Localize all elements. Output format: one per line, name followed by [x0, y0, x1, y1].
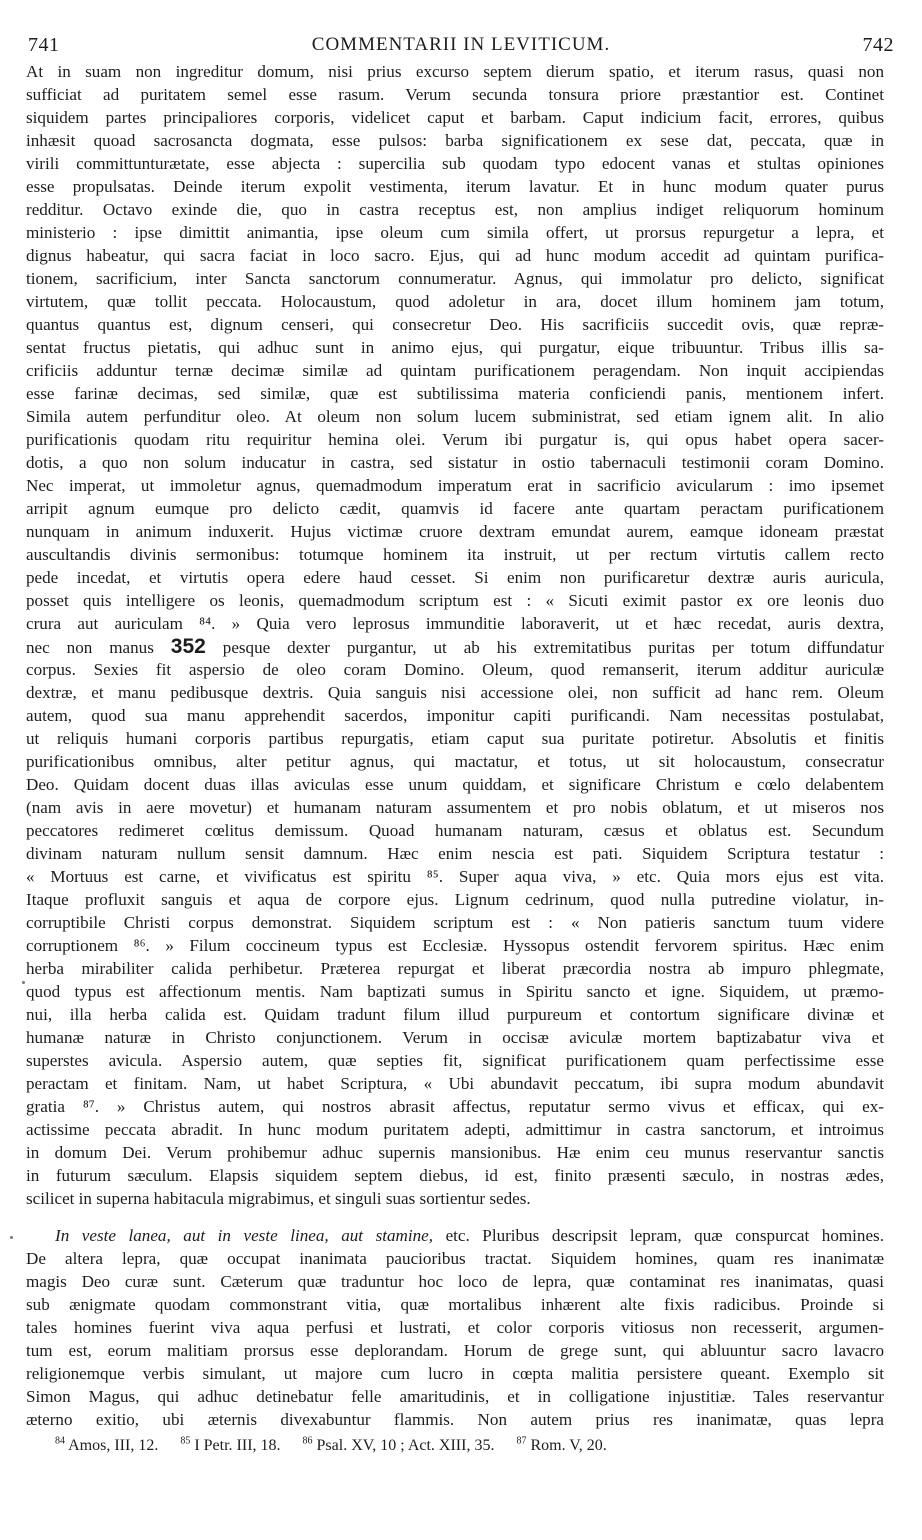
text-line: nunquam in animum induxerit. Hujus victimæ cruore dextram emundat aurem, eamque idoneam præstat [26, 522, 884, 541]
text-line: De altera lepra, quæ occupat inanimata paucioribus tractat. Siquidem homines, quam res inanimatæ [26, 1249, 884, 1268]
lemma-rest: etc. Pluribus descripsit lepram, quæ conspurcat homines. [433, 1226, 884, 1245]
text-line: virtutem, quæ tollit peccata. Holocaustum, quod adoletur in ara, docet illum hominem jam totum, [26, 292, 884, 311]
text-line: purificationis quodam ritu requiritur hemina olei. Verum ibi purgatur is, qui opus habet opera sacer- [26, 430, 884, 449]
paragraph-1-continued [26, 658, 884, 1210]
text-line: peccatores redimeret cœlitus demissum. Quoad humanam naturam, cæsus et oblatus est. Secundum [26, 821, 884, 840]
text-line: « Mortuus est carne, et vivificatus est spiritu ⁸⁵. Super aqua viva, » etc. Quia mors ejus est vita. [26, 867, 884, 886]
left-page-number: 741 [28, 34, 60, 56]
text-line: Deo. Quidam docent duas illas aviculas esse unum quiddam, et significare Christum e cœlo delabentem [26, 775, 884, 794]
footnote-number: 85 [180, 1436, 191, 1447]
margin-speck [10, 1236, 13, 1239]
text-line: tales homines fuerint viva aqua perfusi et lustrati, et color corporis vitiosus non recesserit, argumen- [26, 1318, 884, 1337]
text-line: crificiis adduntur ternæ decimæ similæ ad quintam purificationem peragendam. Non inquit accipiendas [26, 361, 884, 380]
text-line: inhæsit quoad sacrosancta dogmata, esse pulsos: barba significationem ex sese dat, peccata, quæ in [26, 131, 884, 150]
lemma-italic: In veste lanea, aut in veste linea, aut stamine, [55, 1226, 434, 1245]
text-line: in domum Dei. Verum prohibemur adhuc supernis mansionibus. Hæ enim ceu munus reservantur sanctis [26, 1143, 884, 1162]
text-line: Simila autem perfunditur oleo. At oleum non solum lucem subministrat, sed etiam ignem alit. In alio [26, 407, 884, 426]
footnote-text: I Petr. III, 18. [190, 1437, 281, 1455]
footnote-number: 87 [516, 1436, 527, 1447]
text-line: At in suam non ingreditur domum, nisi prius excurso septem dierum spatio, et iterum rasus, quasi non [26, 62, 884, 81]
text-line: peractam et finitam. Nam, ut habet Scriptura, « Ubi abundavit peccatum, ibi supra modum abundavit [26, 1074, 884, 1093]
text-line: redditur. Octavo exinde die, quo in castra receptus est, non amplius indiget reliquorum hominum [26, 200, 884, 219]
text-line: gratia ⁸⁷. » Christus autem, qui nostros abrasit affectus, reputatur sermo vivus et efficax, qui ex- [26, 1097, 884, 1116]
text-line: quod typus est affectionum mentis. Nam baptizati sumus in Spiritu sancto et igne. Siquidem, ut præmo- [26, 982, 884, 1001]
text-line: Nec imperat, ut immoletur agnus, quemadmodum imperatum erat in sacrificio avicularum : imo ipsemet [26, 476, 884, 495]
text-line: tionem, sacrificium, inter Sancta sanctorum connumeratur. Agnus, qui immolatur pro delicto, significat [26, 269, 884, 288]
paragraph-2-first-line [26, 1224, 884, 1247]
text-line: arripit agnum eumque pro delicto cædit, quamvis id facere ante quartam peractam purificationem [26, 499, 884, 518]
text-line: nui, illa herba calida est. Quidam tradunt filum illud purpureum et contortum significare divinæ et [26, 1005, 884, 1024]
footnotes [55, 1436, 629, 1455]
footnote-text: Psal. XV, 10 ; Act. XIII, 35. [312, 1437, 495, 1455]
running-title: COMMENTARII IN LEVITICUM. [311, 34, 611, 55]
text-line: ut reliquis humani corporis partibus repurgatis, etiam caput sua puritate potiretur. Absolutis et finitis [26, 729, 884, 748]
right-page-number: 742 [862, 34, 894, 56]
text-line: sub ænigmate quodam commonstrant vitia, quæ mortalibus inhærent alte fixis radicibus. Proinde si [26, 1295, 884, 1314]
paragraph-1 [26, 60, 884, 635]
text-line: humanæ naturæ in Christo conjunctionem. Verum in occisæ aviculæ mortem baptizabatur viva et [26, 1028, 884, 1047]
text-line: virili committunturætate, esse abjecta : supercilia sub quodam typo edocent vanas et stultas opiniones [26, 154, 884, 173]
footnote-number: 86 [302, 1436, 313, 1447]
text-line: autem, quod sua manu apprehendit sacerdos, imponitur capiti purificandi. Nam necessitas postulabat, [26, 706, 884, 725]
text-line: actissime peccata abradit. In hunc modum puritatem adepti, admittimur in castra sanctorum, et introimus [26, 1120, 884, 1139]
paragraph-gap [26, 1210, 884, 1224]
text-line: tum est, eorum malitiam prorsus esse deplorandam. Horum de grege sunt, qui abluuntur sacro lavacro [26, 1341, 884, 1360]
line-352-before: nec non manus [26, 638, 171, 657]
footnote [303, 1437, 495, 1454]
text-line: superstes avicula. Aspersio autem, quæ septies fit, significat purificationem quam perfectissime esse [26, 1051, 884, 1070]
text-line: Simon Magus, qui adhuc detinebatur felle amaritudinis, et in colligatione injustitiæ. Tales reservantur [26, 1387, 884, 1406]
footnote [516, 1437, 606, 1454]
text-line: corpus. Sexies fit aspersio de oleo coram Domino. Oleum, quod remanserit, iterum additur auriculæ [26, 660, 884, 679]
footnote [180, 1437, 280, 1454]
text-line: pede incedat, et virtutis opera edere haud cesset. Si enim non purificaretur dextræ auris auricula, [26, 568, 884, 587]
footnote-text: Rom. V, 20. [526, 1437, 607, 1455]
text-line: herba mirabiliter calida perhibetur. Præterea repurgat et liberat præcordia nostra ab impuro phlegmate, [26, 959, 884, 978]
text-line: siquidem partes principaliores corporis, videlicet caput et barbam. Caput indicium facit, errores, quibus [26, 108, 884, 127]
footnote-number: 84 [55, 1436, 65, 1447]
text-line: auscultandis divinis sermonibus: totumque hominem ita instruit, ut per rectum virtutis callem recto [26, 545, 884, 564]
text-line: esse propulsatas. Deinde iterum expolit vestimenta, iterum lavatur. Et in hunc modum quater purus [26, 177, 884, 196]
footnote-text: Amos, III, 12. [65, 1437, 159, 1455]
text-line: sentat fructus pietatis, qui adhuc sunt in animo ejus, qui purgatur, eique tribuuntur. Tribus illis sa- [26, 338, 884, 357]
text-line: corruptionem ⁸⁶. » Filum coccineum typus est Ecclesiæ. Hyssopus ostendit fervorem spiritus. Hæc enim [26, 936, 884, 955]
text-line: (nam avis in aere movetur) et humanam naturam assumentem et pro nobis oblatum, et ut miseros nos [26, 798, 884, 817]
text-line: æterno exitio, ubi æternis divexabuntur flammis. Non autem prius res inanimatæ, quas lepra [26, 1410, 884, 1429]
text-line: Itaque profluxit sanguis et aqua de corpore ejus. Lignum cedrinum, quod nulla putredine violatur, in- [26, 890, 884, 909]
text-line: sufficiat ad puritatem semel esse rasum. Verum secunda tonsura priore præstantior est. Continet [26, 85, 884, 104]
text-line-352 [26, 635, 884, 658]
text-line: in futurum sæculum. Elapsis siquidem septem diebus, id est, finito præsenti sæculo, in nostras ædes, [26, 1166, 884, 1185]
margin-speck [22, 981, 25, 984]
marginal-column-marker: 352 [170, 635, 206, 658]
text-line: dextræ, et manu pedibusque dextris. Quia sanguis nisi accessione olei, non sufficit ad hanc rem. Oleum [26, 683, 884, 702]
text-line: divinam naturam nullum sensit damnum. Hæc enim nescia est pati. Siquidem Scriptura testatur : [26, 844, 884, 863]
text-line: scilicet in superna habitacula migrabimus, et singuli suas sortientur sedes. [26, 1189, 531, 1208]
text-line: religionemque verbis simulant, ut majore cum lucro in cœpta malitia persistere queant. Exemplo sit [26, 1364, 884, 1383]
footnote [55, 1437, 158, 1454]
text-line: dignus habeatur, qui sacra faciat in loco sacro. Ejus, qui ad hunc modum accedit ad quintam purifica- [26, 246, 884, 265]
paragraph-2 [26, 1247, 884, 1431]
text-line: posset quis intelligere os leonis, quemadmodum scriptum est : « Sicuti eximit pastor ex ore leonis duo [26, 591, 884, 610]
line-352-after: pesque dexter purgantur, ut ab his extremitatibus puritas per totum diffundatur [205, 638, 884, 657]
text-line: ministerio : ipse dimittit animantia, ipse oleum cum simila offert, ut prorsus repurgetur a lepra, et [26, 223, 884, 242]
text-line: purificationibus omnibus, alter petitur agnus, qui mactatur, et totus, ut sit holocaustum, consecratur [26, 752, 884, 771]
text-line: magis Deo curæ sunt. Cæterum quæ traduntur hoc loco de lepra, quæ contaminat res inanimatas, quasi [26, 1272, 884, 1291]
text-line: quantus quantus est, dignum censeri, qui consecretur Deo. His sacrificiis succedit ovis, quæ repræ- [26, 315, 884, 334]
text-line: crura aut auriculam ⁸⁴. » Quia vero leprosus immunditie laboraverit, ut et hæc recedat, auris dextra, [26, 614, 884, 633]
main-text [26, 60, 884, 1431]
text-line: esse farinæ decimas, sed similæ, quæ est subtilissima materia conficiendi panis, mentionem infert. [26, 384, 884, 403]
text-line: dotis, a quo non solum inducatur in castra, sed sistatur in ostio tabernaculi testimonii coram Domino. [26, 453, 884, 472]
text-line: corruptibile Christi corpus demonstrat. Siquidem scriptum est : « Non patieris sanctum tuum videre [26, 913, 884, 932]
